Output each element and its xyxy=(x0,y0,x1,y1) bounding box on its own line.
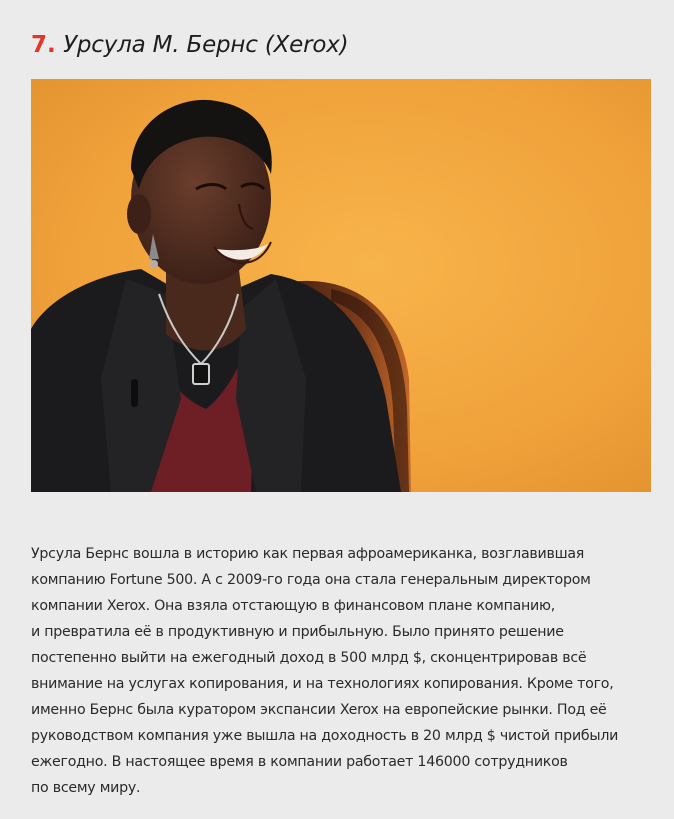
portrait-photo xyxy=(31,79,651,492)
paragraph-line: именно Бернс была куратором экспансии Xerox на европейские рынки. Под её xyxy=(31,702,607,718)
paragraph-line: по всему миру. xyxy=(31,780,141,796)
heading-number: 7. xyxy=(31,32,56,58)
article-paragraph xyxy=(31,541,651,801)
paragraph-line: компании Xerox. Она взяла отстающую в финансовом плане компанию, xyxy=(31,598,555,614)
article-heading xyxy=(31,30,348,60)
paragraph-line: руководством компания уже вышла на доходность в 20 млрд $ чистой прибыли xyxy=(31,728,619,744)
paragraph-line: компанию Fortune 500. А с 2009-го года она стала генеральным директором xyxy=(31,572,591,588)
heading-title: Урсула М. Бернс (Xerox) xyxy=(63,32,349,58)
paragraph-line: внимание на услугах копирования, и на технологиях копирования. Кроме того, xyxy=(31,676,614,692)
paragraph-line: ежегодно. В настоящее время в компании работает 146000 сотрудников xyxy=(31,754,568,770)
paragraph-line: и превратила её в продуктивную и прибыльную. Было принято решение xyxy=(31,624,564,640)
paragraph-line: постепенно выйти на ежегодный доход в 500 млрд $, сконцентрировав всё xyxy=(31,650,587,666)
paragraph-line: Урсула Бернс вошла в историю как первая афроамериканка, возглавившая xyxy=(31,546,585,562)
